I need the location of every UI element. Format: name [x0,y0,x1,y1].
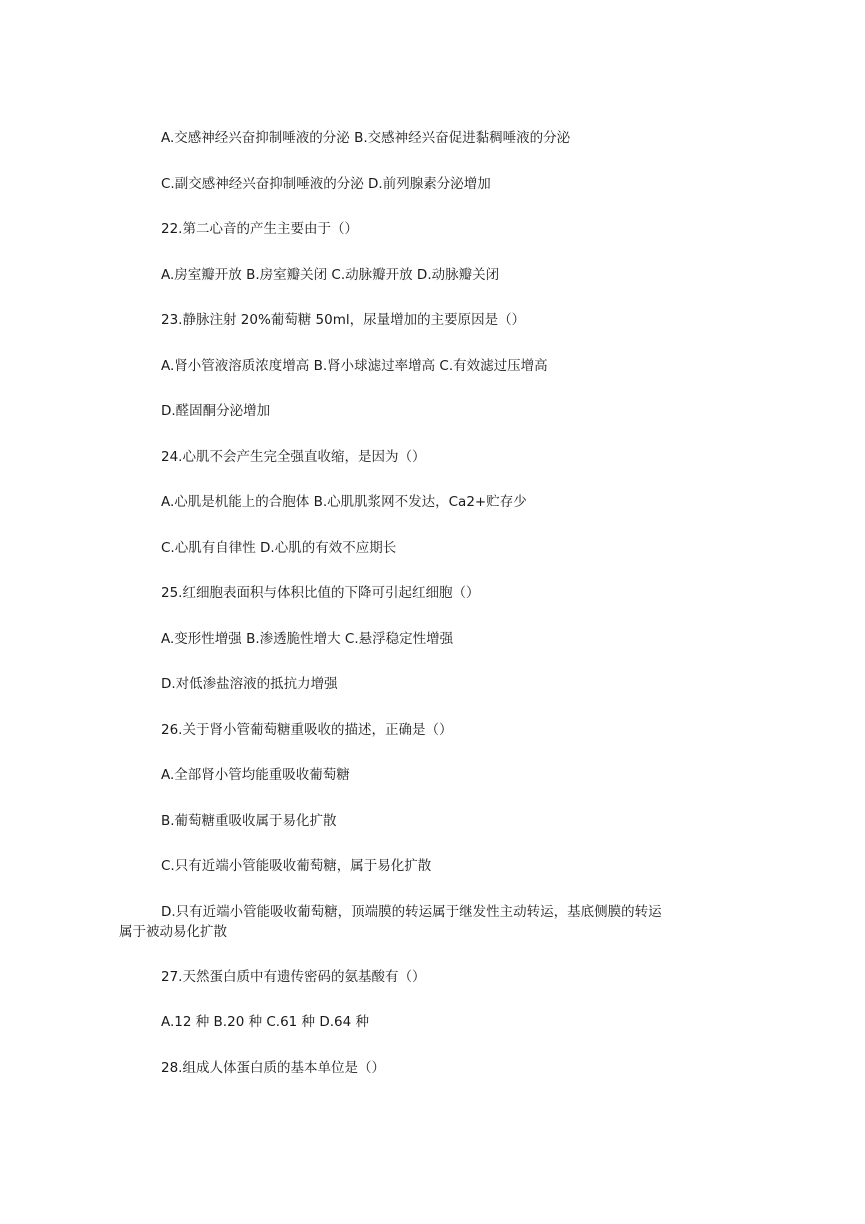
wrapped-option [119,902,741,942]
document-body [119,128,741,1103]
wrapped-option-line-1: D.只有近端小管能吸收葡萄糖，顶端膜的转运属于继发性主动转运，基底侧膜的转运 [161,903,662,920]
wrapped-option-line-2: 属于被动易化扩散 [119,923,227,940]
option-line: C.副交感神经兴奋抑制唾液的分泌 D.前列腺素分泌增加 [161,175,491,192]
option-line: A.心肌是机能上的合胞体 B.心肌肌浆网不发达，Ca2+贮存少 [161,494,527,510]
question-26: 26.关于肾小管葡萄糖重吸收的描述，正确是（） [161,721,453,738]
question-28: 28.组成人体蛋白质的基本单位是（） [161,1059,385,1076]
option-line: B.葡萄糖重吸收属于易化扩散 [161,812,337,829]
option-line: A.交感神经兴奋抑制唾液的分泌 B.交感神经兴奋促进黏稠唾液的分泌 [161,130,571,146]
option-line: C.心肌有自律性 D.心肌的有效不应期长 [161,539,397,556]
question-22: 22.第二心音的产生主要由于（） [161,221,358,237]
question-24: 24.心肌不会产生完全强直收缩，是因为（） [161,448,426,465]
option-line: D.对低渗盐溶液的抵抗力增强 [161,676,338,692]
question-23: 23.静脉注射 20%葡萄糖 50ml，尿量增加的主要原因是（） [161,312,526,328]
option-line: A.房室瓣开放 B.房室瓣关闭 C.动脉瓣开放 D.动脉瓣关闭 [161,266,500,283]
option-line: A.肾小管液溶质浓度增高 B.肾小球滤过率增高 C.有效滤过压增高 [161,357,548,374]
option-line: C.只有近端小管能吸收葡萄糖，属于易化扩散 [161,858,432,874]
option-line: A.全部肾小管均能重吸收葡萄糖 [161,767,350,783]
option-line: D.醛固酮分泌增加 [161,403,271,419]
question-27: 27.天然蛋白质中有遗传密码的氨基酸有（） [161,968,426,985]
option-line: A.变形性增强 B.渗透脆性增大 C.悬浮稳定性增强 [161,630,454,647]
option-line: A.12 种 B.20 种 C.61 种 D.64 种 [161,1014,369,1030]
question-25: 25.红细胞表面积与体积比值的下降可引起红细胞（） [161,585,480,601]
